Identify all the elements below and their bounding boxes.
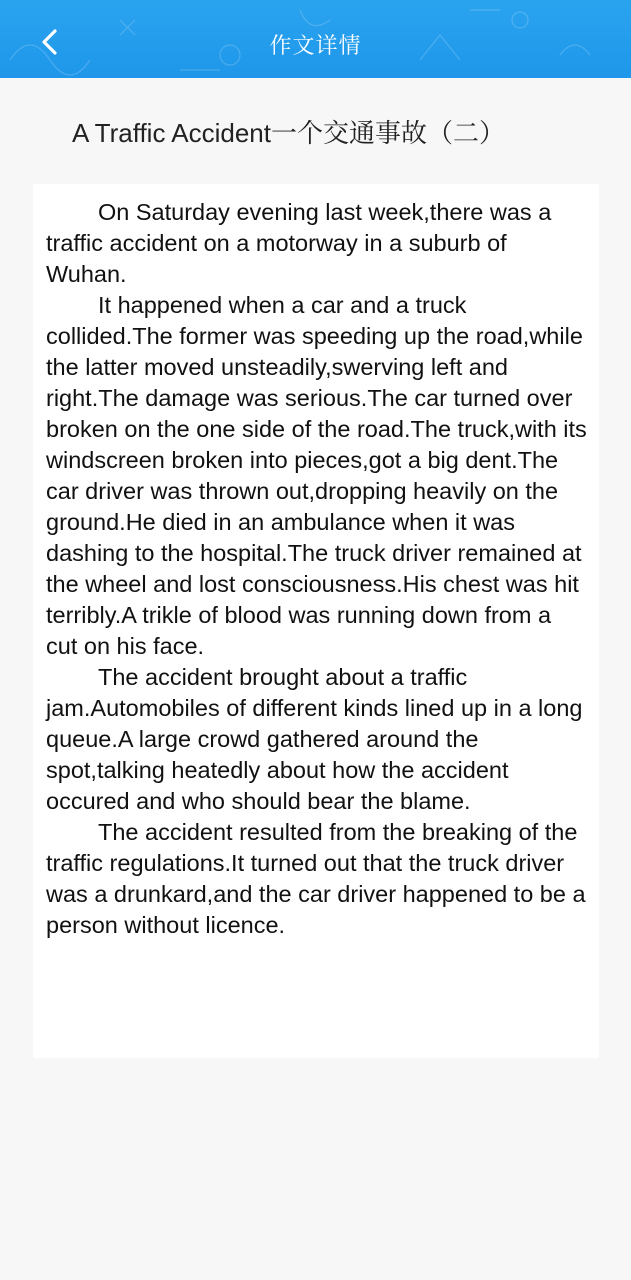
essay-paragraph-3: The accident brought about a traffic jam.Automobiles of different kinds lined up in a long queue.A large crowd gathered around the spot,talking heatedly about how the accident occured and who should bear the blame. bbox=[46, 664, 583, 814]
essay-paragraph-4: The accident resulted from the breaking of the traffic regulations.It turned out that the truck driver was a drunkard,and the car driver happened to be a person without licence. bbox=[46, 819, 586, 938]
essay-paragraph-1: On Saturday evening last week,there was a traffic accident on a motorway in a suburb of Wuhan. bbox=[46, 199, 552, 287]
essay-content-card bbox=[33, 184, 599, 1058]
essay-title: A Traffic Accident一个交通事故（二） bbox=[72, 118, 505, 148]
top-app-bar bbox=[0, 0, 631, 78]
essay-paragraph-2: It happened when a car and a truck collided.The former was speeding up the road,while the latter moved unsteadily,swerving left and right.The damage was serious.The car turned over broken on the one side of the road.The truck,with its windscreen broken into pieces,got a big dent.The car driver was thrown out,dropping heavily on the ground.He died in an ambulance when it was dashing to the hospital.The truck driver remained at the wheel and lost consciousness.His chest was hit terribly.A trikle of blood was running down from a cut on his face. bbox=[46, 292, 587, 659]
page-title: 作文详情 bbox=[269, 33, 362, 58]
